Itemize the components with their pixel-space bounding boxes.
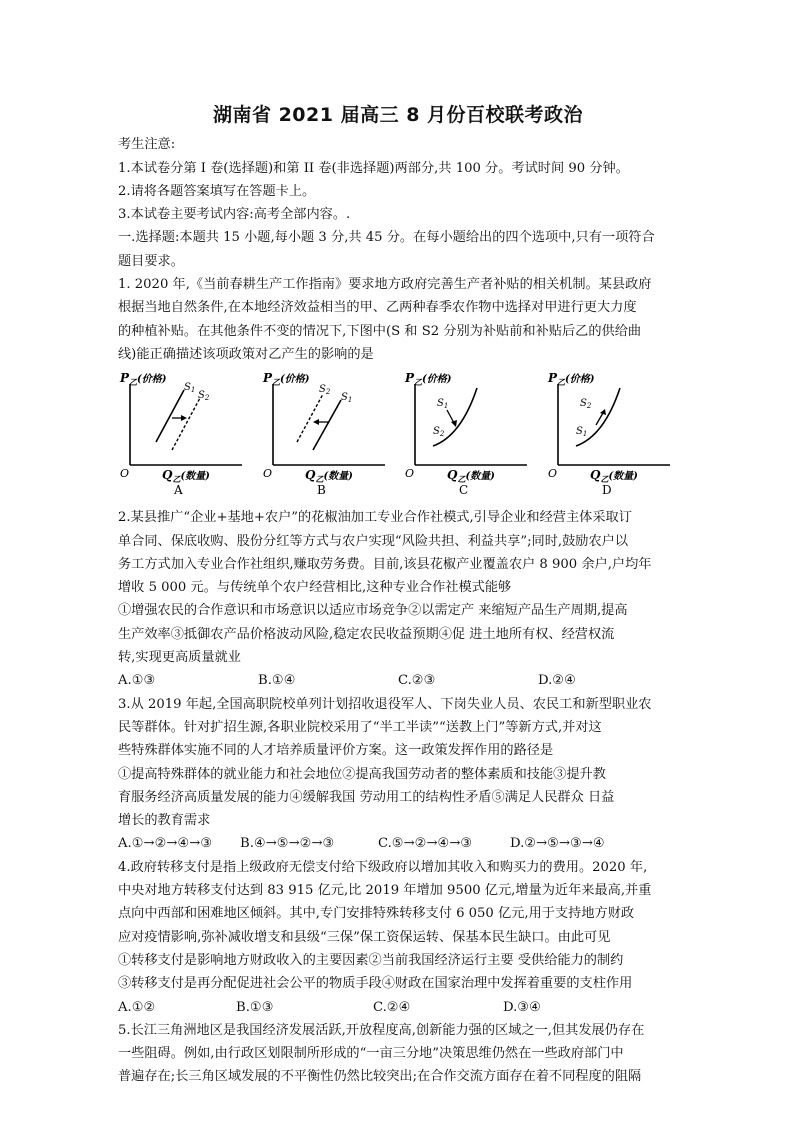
x-axis-label: $Q_乙^{(数量)}$ [447, 468, 496, 485]
graph-b-svg [261, 370, 393, 502]
arrowhead-icon [313, 419, 319, 425]
supply-curve-s1 [313, 400, 341, 450]
q4-text: 中央对地方转移支付达到 83 915 亿元,比 2019 年增加 9500 亿元,增量为近年来最高,并重 [118, 883, 652, 899]
arrowhead-icon [181, 415, 187, 421]
q3-text: 些特殊群体实施不同的人才培养质量评价方案。这一政策发挥作用的路径是 [118, 743, 554, 759]
q4-text: ③转移支付是再分配促进社会公平的物质手段④财政在国家治理中发挥着重要的支柱作用 [118, 976, 633, 992]
origin-label: O [120, 467, 130, 481]
origin-label: O [262, 467, 272, 481]
graph-a-svg [118, 370, 250, 502]
curve-label-s1: $S_1$ [340, 392, 352, 405]
option-c[interactable]: C.⑤→②→④→③ [378, 836, 473, 852]
q3-text: 育服务经济高质量发展的能力④缓解我国 劳动用工的结构性矛盾⑤满足人民群众 日益 [118, 789, 615, 805]
arrowhead-icon [451, 420, 457, 427]
q1-text: 1. 2020 年,《当前春耕生产工作指南》要求地方政府完善生产者补贴的相关机制。某县政府 [118, 277, 652, 293]
notice-item: 3.本试卷主要考试内容:高考全部内容。. [118, 207, 351, 223]
q1-text: 的种植补贴。在其他条件不变的情况下,下图中(S 和 S2 分别为补贴前和补贴后乙的供给曲 [118, 323, 642, 339]
graph-c [403, 370, 535, 502]
q1-text: 线)能正确描述该项政策对乙产生的影响的是 [118, 346, 374, 362]
section-intro: 一.选择题:本题共 15 小题,每小题 3 分,共 45 分。在每小题给出的四个选项中,只有一项符合 [118, 230, 655, 246]
option-a[interactable]: A.①② [118, 999, 156, 1015]
option-label: A [174, 483, 183, 498]
q2-options [118, 669, 678, 692]
exam-page [118, 96, 678, 1089]
q2-text: 转,实现更高质量就业 [118, 650, 241, 666]
curve-label-s1: $S_1$ [184, 382, 196, 395]
page-title: 湖南省 2021 届高三 8 月份百校联考政治 [212, 104, 584, 126]
q4-text: 应对疫情影响,弥补减收增支和县级“三保”保工资保运转、保基本民生缺口。由此可见 [118, 929, 611, 945]
arrow-up-icon [596, 413, 603, 425]
option-label: C [459, 483, 469, 498]
y-axis-label: $P_乙^{(价格)}$ [547, 371, 595, 388]
q1-text: 根据当地自然条件,在本地经济效益相当的甲、乙两种春季农作物中选择对甲进行更大力度 [118, 300, 637, 316]
q4-options [118, 996, 678, 1019]
graph-d [546, 370, 678, 502]
arrow-down-icon [447, 410, 454, 423]
x-axis-label: $Q_乙^{(数量)}$ [589, 468, 638, 485]
y-axis-label: $P_乙^{(价格)}$ [120, 371, 167, 388]
option-label: D [601, 483, 612, 498]
q3-text: 3.从 2019 年起,全国高职院校单列计划招收退役军人、下岗失业人员、农民工和新型职业农 [118, 696, 652, 712]
q2-text: 务工方式加入专业合作社组织,赚取劳务费。目前,该县花椒产业覆盖农户 8 900 余户,户均年 [118, 556, 652, 572]
origin-label: O [405, 467, 415, 481]
option-a[interactable]: A.①→②→④→③ [118, 836, 213, 852]
graph-c-svg [403, 370, 535, 502]
graph-d-svg [546, 370, 678, 502]
curve-label-s2: $S_2$ [433, 426, 445, 439]
graph-a [118, 370, 250, 502]
q3-text: 增长的教育需求 [118, 813, 211, 829]
q5-text: 5.长江三角洲地区是我国经济发展活跃,开放程度高,创新能力强的区域之一,但其发展仍存在 [118, 1022, 645, 1038]
curve-label-s2: $S_2$ [318, 384, 330, 397]
q2-text: 生产效率③抵御农产品价格波动风险,稳定农民收益预期④促 进土地所有权、经营权流 [118, 626, 615, 642]
y-axis-label: $P_乙^{(价格)}$ [262, 371, 310, 388]
curve-label-s2: $S_2$ [579, 398, 592, 411]
notice-item: 1.本试卷分第 I 卷(选择题)和第 II 卷(非选择题)两部分,共 100 分。考试时间 90 分钟。 [118, 160, 629, 176]
q2-text: ①增强农民的合作意识和市场意识以适应市场竞争②以需定产 来缩短产品生产周期,提高 [118, 603, 628, 619]
notice-heading: 考生注意: [118, 137, 176, 153]
option-d[interactable]: D.③④ [503, 999, 541, 1015]
curve-label-s1: $S_1$ [437, 398, 449, 411]
option-b[interactable]: B.④→⑤→②→③ [240, 836, 335, 852]
option-d[interactable]: D.②→⑤→③→④ [510, 836, 605, 852]
q5-text: 一些阻碍。例如,由行政区划限制所形成的“一亩三分地”决策思维仍然在一些政府部门中 [118, 1046, 624, 1062]
option-label: B [316, 483, 326, 498]
option-c[interactable]: C.②④ [373, 999, 411, 1015]
section-intro: 题目要求。 [118, 253, 184, 269]
q3-text: 民等群体。针对扩招生源,各职业院校采用了“半工半读”“送教上门”等新方式,并对这 [118, 719, 602, 735]
option-b[interactable]: B.①④ [258, 673, 296, 689]
option-b[interactable]: B.①③ [236, 999, 274, 1015]
option-c[interactable]: C.②③ [398, 673, 436, 689]
q3-options [118, 832, 678, 855]
curve-label-s1: $S_1$ [575, 426, 588, 439]
supply-curve-s2 [297, 394, 323, 442]
q5-text: 普遍存在;长三角区域发展的不平衡性仍然比较突出;在合作交流方面存在着不同程度的阻隔 [118, 1069, 642, 1085]
q2-text: 增收 5 000 元。与传统单个农户经营相比,这种专业合作社模式能够 [118, 580, 512, 596]
y-axis-label: $P_乙^{(价格)}$ [405, 371, 452, 388]
origin-label: O [547, 467, 557, 481]
x-axis-label: $Q_乙^{(数量)}$ [162, 468, 210, 485]
notice-item: 2.请将各题答案填写在答题卡上。 [118, 183, 316, 199]
q1-graphs [118, 370, 678, 502]
q4-text: ①转移支付是影响地方财政收入的主要因素②当前我国经济运行主要 受供给能力的制约 [118, 952, 624, 968]
q2-text: 单合同、保底收购、股份分红等方式与农户实现“风险共担、利益共享”;同时,鼓励农户以 [118, 533, 629, 549]
x-axis-label: $Q_乙^{(数量)}$ [304, 468, 353, 485]
option-a[interactable]: A.①③ [118, 673, 156, 689]
q2-text: 2.某县推广“企业+基地+农户”的花椒油加工专业合作社模式,引导企业和经营主体采取订 [118, 510, 632, 526]
graph-b [261, 370, 393, 502]
q4-text: 点向中西部和困难地区倾斜。其中,专门安排特殊转移支付 6 050 亿元,用于支持地方财政 [118, 906, 635, 922]
q4-text: 4.政府转移支付是指上级政府无偿支付给下级政府以增加其收入和购买力的费用。2020 年, [118, 859, 648, 875]
option-d[interactable]: D.②④ [538, 673, 576, 689]
curve-label-s2: $S_2$ [198, 390, 210, 403]
q3-text: ①提高特殊群体的就业能力和社会地位②提高我国劳动者的整体素质和技能③提升教 [118, 766, 606, 782]
